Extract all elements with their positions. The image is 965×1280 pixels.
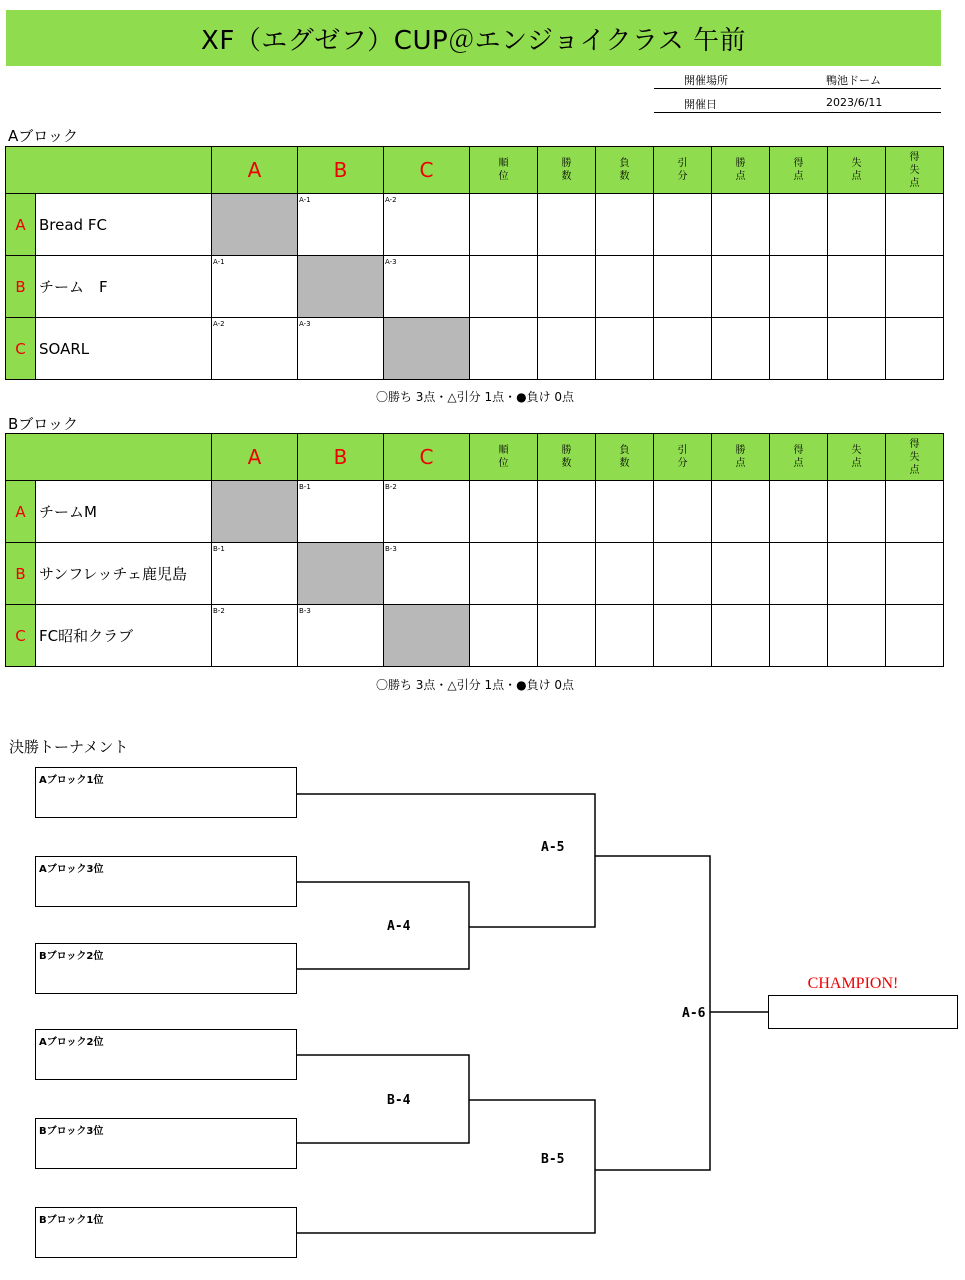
row-letter: C xyxy=(6,318,36,380)
team-name: FC昭和クラブ xyxy=(36,605,212,667)
bracket-a4 xyxy=(297,882,469,969)
col-header-team: C xyxy=(384,434,470,481)
match-b4-label: B-4 xyxy=(387,1093,411,1108)
col-header-team: A xyxy=(212,434,298,481)
col-header-stat: 得 点 xyxy=(770,434,828,481)
block-b-label: Bブロック xyxy=(8,415,78,433)
col-header-stat: 失 点 xyxy=(828,147,886,194)
slot-label: Aブロック3位 xyxy=(39,864,104,875)
col-header-stat: 得 失 点 xyxy=(886,147,944,194)
tournament-title: 決勝トーナメント xyxy=(9,738,129,756)
col-header-stat: 勝 点 xyxy=(712,434,770,481)
block-a-legend: 〇勝ち 3点・△引分 1点・●負け 0点 xyxy=(375,390,575,404)
match-id: B-1 xyxy=(213,545,225,553)
venue-label: 開催場所 xyxy=(684,74,728,87)
page-title: XF（エグゼフ）CUP＠エンジョイクラス 午前 xyxy=(6,10,941,66)
match-b5-label: B-5 xyxy=(541,1152,565,1167)
team-name: サンフレッチェ鹿児島 xyxy=(36,543,212,605)
match-a5-label: A-5 xyxy=(541,840,565,855)
match-id: A-2 xyxy=(385,196,397,204)
team-name: チームM xyxy=(36,481,212,543)
col-header-stat: 勝 点 xyxy=(712,147,770,194)
match-id: A-3 xyxy=(299,320,311,328)
col-header-stat: 勝 数 xyxy=(538,434,596,481)
block-b-legend: 〇勝ち 3点・△引分 1点・●負け 0点 xyxy=(375,678,575,692)
team-name: Bread FC xyxy=(36,194,212,256)
champion-label: CHAMPION! xyxy=(807,975,899,992)
slot-label: Bブロック2位 xyxy=(39,951,104,962)
col-header-stat: 得 失 点 xyxy=(886,434,944,481)
slot-label: Aブロック1位 xyxy=(39,775,104,786)
team-name: チーム F xyxy=(36,256,212,318)
match-id: A-3 xyxy=(385,258,397,266)
champion-box xyxy=(768,995,958,1029)
match-id: A-2 xyxy=(213,320,225,328)
date-label: 開催日 xyxy=(684,98,717,111)
row-letter: C xyxy=(6,605,36,667)
col-header-stat: 失 点 xyxy=(828,434,886,481)
block-a-label: Aブロック xyxy=(8,127,78,145)
col-header-stat: 勝 数 xyxy=(538,147,596,194)
col-header-stat: 引 分 xyxy=(654,147,712,194)
bracket-b4 xyxy=(297,1055,469,1143)
team-name: SOARL xyxy=(36,318,212,380)
col-header-stat: 得 点 xyxy=(770,147,828,194)
match-id: A-1 xyxy=(213,258,225,266)
col-header-team: B xyxy=(298,147,384,194)
col-header-stat: 順 位 xyxy=(470,434,538,481)
col-header-stat: 引 分 xyxy=(654,434,712,481)
col-header-stat: 負 数 xyxy=(596,434,654,481)
row-letter: A xyxy=(6,481,36,543)
match-id: B-1 xyxy=(299,483,311,491)
row-letter: A xyxy=(6,194,36,256)
match-id: A-1 xyxy=(299,196,311,204)
col-header-team: B xyxy=(298,434,384,481)
match-id: B-2 xyxy=(385,483,397,491)
slot-label: Bブロック3位 xyxy=(39,1126,104,1137)
date-value: 2023/6/11 xyxy=(826,96,883,109)
col-header-team: A xyxy=(212,147,298,194)
col-header-team: C xyxy=(384,147,470,194)
row-letter: B xyxy=(6,543,36,605)
col-header-stat: 順 位 xyxy=(470,147,538,194)
col-header-stat: 負 数 xyxy=(596,147,654,194)
slot-label: Aブロック2位 xyxy=(39,1037,104,1048)
venue-value: 鴨池ドーム xyxy=(826,74,881,87)
match-id: B-3 xyxy=(385,545,397,553)
row-letter: B xyxy=(6,256,36,318)
bracket-a5 xyxy=(297,794,595,927)
match-id: B-2 xyxy=(213,607,225,615)
match-a6-label: A-6 xyxy=(682,1006,706,1021)
match-id: B-3 xyxy=(299,607,311,615)
slot-label: Bブロック1位 xyxy=(39,1215,104,1226)
match-a4-label: A-4 xyxy=(387,919,411,934)
